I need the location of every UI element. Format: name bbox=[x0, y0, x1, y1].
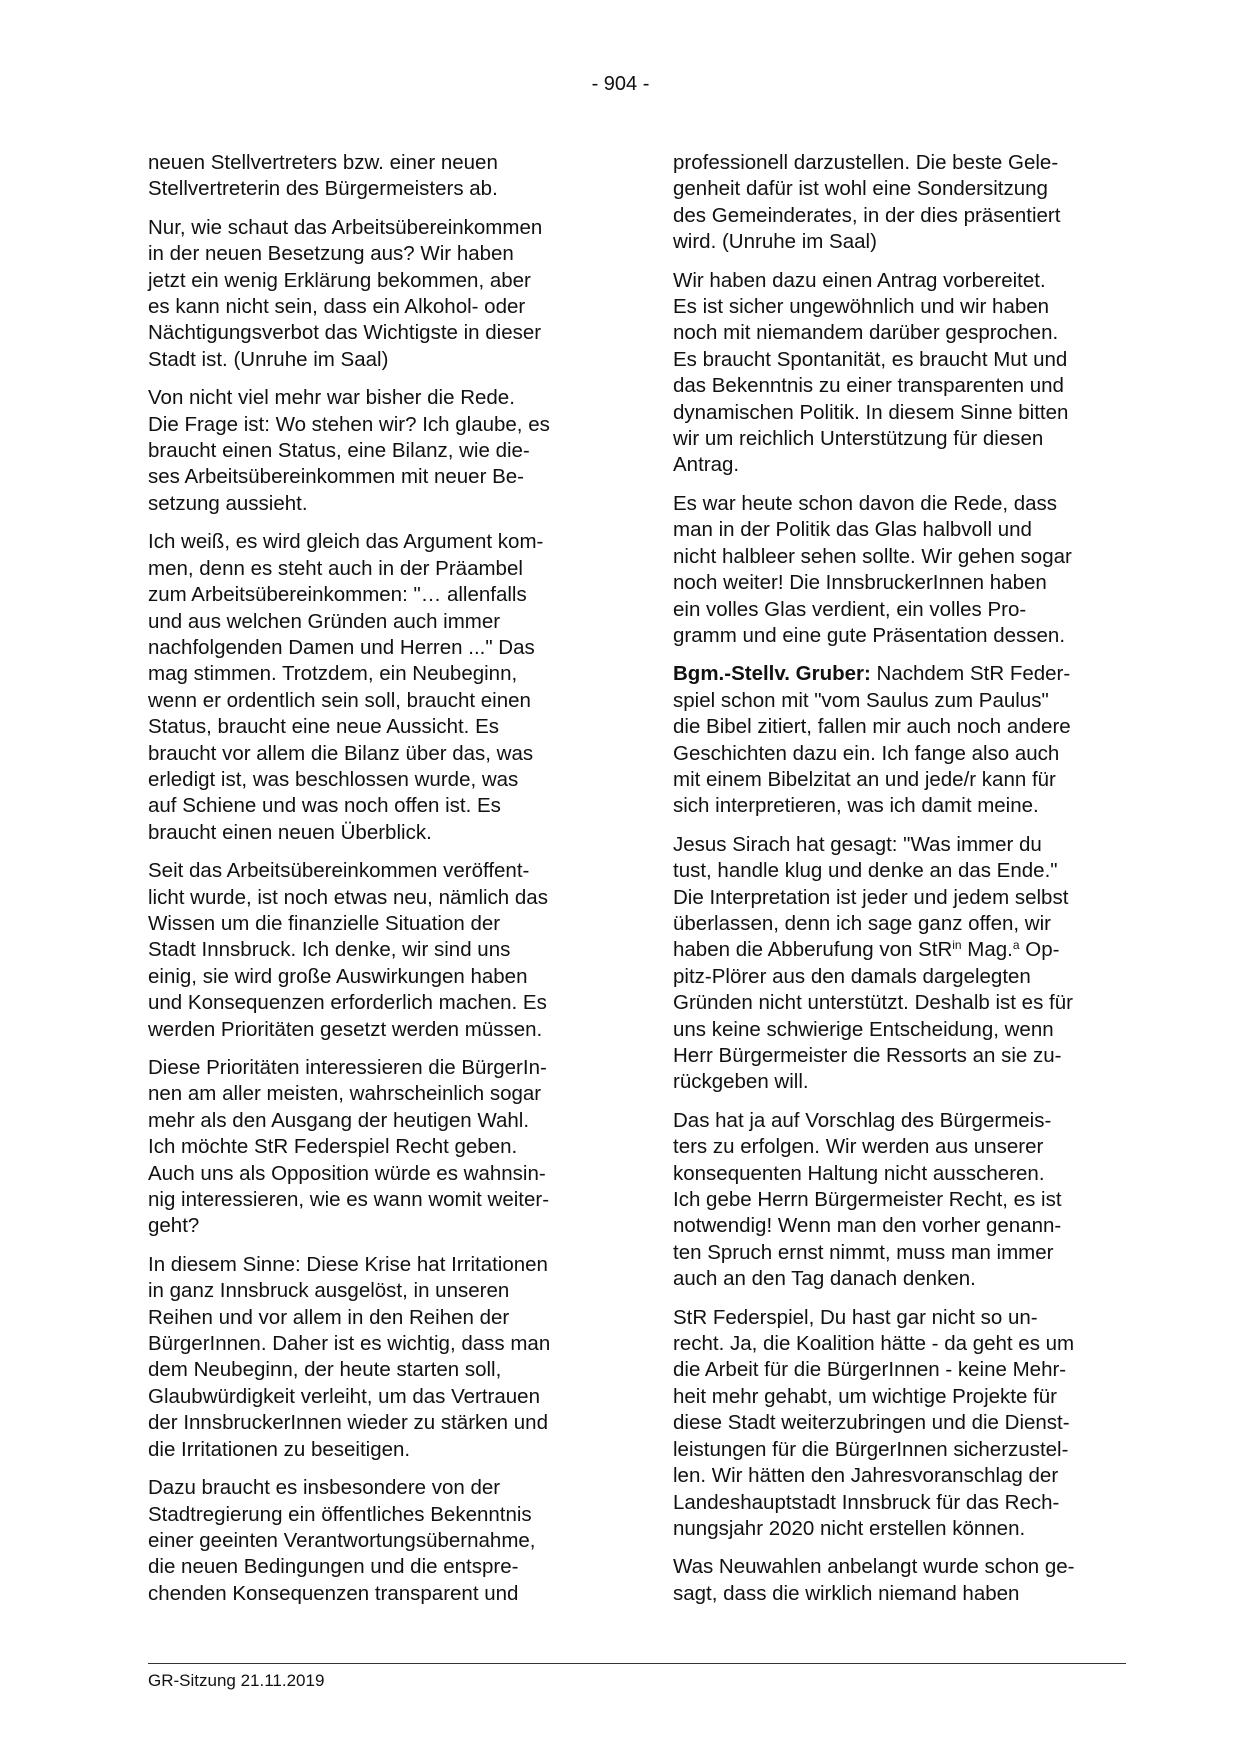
speaker-paragraph bbox=[673, 661, 1123, 819]
paragraph: Nur, wie schaut das Arbeitsübereinkommen in der neuen Besetzung aus? Wir haben jetzt ein wenig Erklärung bekommen, aber es kann nicht sein, dass ein Alkohol- oder Nächtigungsverbot das Wichtigste in dieser Stadt ist. (Unruhe im Saal) bbox=[148, 215, 543, 371]
paragraph: Das hat ja auf Vorschlag des Bürgermeis- ters zu erfolgen. Wir werden aus unserer konsequenten Haltung nicht ausscheren. Ich gebe Herrn Bürgermeister Recht, es ist notwendig! Wenn man den vorher genann- ten Spruch ernst nimmt, muss man immer auch an den Tag danach denken. bbox=[673, 1108, 1062, 1291]
paragraph: Seit das Arbeitsübereinkommen veröffent- licht wurde, ist noch etwas neu, nämlich das Wissen um die finanzielle Situation der Stadt Innsbruck. Ich denke, wir sind uns einig, sie wird große Auswirkungen haben und Konsequenzen erforderlich machen. Es werden Prioritäten gesetzt werden müssen. bbox=[148, 859, 548, 1041]
text-run: Jesus Sirach hat gesagt: "Was immer du tust, handle klug und denke an das Ende." Die Interpretation ist jeder und jedem selbst überlassen, denn ich sage ganz offen, wir haben die Abberufung von StR bbox=[673, 832, 1069, 962]
text-run: Op- pitz-Plörer aus den damals dargelegten Gründen nicht unterstützt. Deshalb ist es für uns keine schwierige Entscheidung, wenn Herr Bürgermeister die Ressorts an sie zu- rückgeben will. bbox=[673, 938, 1073, 1094]
speaker-name: Bgm.-Stellv. Gruber: bbox=[673, 662, 871, 686]
right-column bbox=[673, 150, 1123, 1619]
paragraph: In diesem Sinne: Diese Krise hat Irritationen in ganz Innsbruck ausgelöst, in unseren Reihen und vor allem in den Reihen der BürgerInnen. Daher ist es wichtig, dass man dem Neubeginn, der heute starten soll, Glaubwürdigkeit verleiht, um das Vertrauen der InnsbruckerInnen wieder zu stärken und die Irritationen zu beseitigen. bbox=[148, 1252, 551, 1461]
paragraph: Es war heute schon davon die Rede, dass man in der Politik das Glas halbvoll und nicht halbleer sehen sollte. Wir gehen sogar noch weiter! Die InnsbruckerInnen haben ein volles Glas verdient, ein volles Pro- gramm und eine gute Präsentation dessen. bbox=[673, 491, 1072, 647]
footer-divider bbox=[148, 1663, 1126, 1664]
paragraph: Dazu braucht es insbesondere von der Stadtregierung ein öffentliches Bekenntnis einer geeinten Verantwortungsübernahme, die neuen Bedingungen und die entspre- chenden Konsequenzen transparent und bbox=[148, 1476, 536, 1605]
text-run: Mag. bbox=[961, 938, 1013, 962]
speaker-text: Nachdem StR Feder- spiel schon mit "vom Saulus zum Paulus" die Bibel zitiert, fallen mir auch noch andere Geschichten dazu ein. Ich fange also auch mit einem Bibelzitat an und jede/r kann für sich interpretieren, was ich damit meine. bbox=[673, 662, 1071, 818]
superscript: in bbox=[952, 938, 962, 953]
paragraph: Wir haben dazu einen Antrag vorbereitet. Es ist sicher ungewöhnlich und wir haben noch mit niemandem darüber gesprochen. Es braucht Spontanität, es braucht Mut und das Bekenntnis zu einer transparenten und dynamischen Politik. In diesem Sinne bitten wir um reichlich Unterstützung für diesen Antrag. bbox=[673, 268, 1069, 477]
paragraph bbox=[673, 832, 1123, 1096]
paragraph: professionell darzustellen. Die beste Gele- genheit dafür ist wohl eine Sondersitzung des Gemeinderates, in der dies präsentiert wird. (Unruhe im Saal) bbox=[673, 151, 1061, 254]
paragraph: Von nicht viel mehr war bisher die Rede. Die Frage ist: Wo stehen wir? Ich glaube, es braucht einen Status, eine Bilanz, wie die- ses Arbeitsübereinkommen mit neuer Be- setzung aussieht. bbox=[148, 386, 550, 515]
paragraph: Ich weiß, es wird gleich das Argument kom- men, denn es steht auch in der Präambel zum Arbeitsübereinkommen: "… allenfalls und aus welchen Gründen auch immer nachfolgenden Damen und Herren ..." Das mag stimmen. Trotzdem, ein Neubeginn, wenn er ordentlich sein soll, braucht einen Status, braucht eine neue Aussicht. Es braucht vor allem die Bilanz über das, was erledigt ist, was beschlossen wurde, was auf Schiene und was noch offen ist. Es braucht einen neuen Überblick. bbox=[148, 530, 544, 844]
paragraph: neuen Stellvertreters bzw. einer neuen Stellvertreterin des Bürgermeisters ab. bbox=[148, 151, 498, 201]
paragraph: Was Neuwahlen anbelangt wurde schon ge- sagt, dass die wirklich niemand haben bbox=[673, 1555, 1075, 1605]
superscript: a bbox=[1012, 938, 1020, 953]
footer-text: GR-Sitzung 21.11.2019 bbox=[148, 1671, 325, 1690]
paragraph: StR Federspiel, Du hast gar nicht so un- recht. Ja, die Koalition hätte - da geht es um die Arbeit für die BürgerInnen - keine Mehr- heit mehr gehabt, um wichtige Projekte für diese Stadt weiterzubringen und die Dienst- leistungen für die BürgerInnen sicherzustel- len. Wir hätten den Jahresvoranschlag der Landeshauptstadt Innsbruck für das Rech- nungsjahr 2020 nicht erstellen können. bbox=[673, 1305, 1075, 1540]
paragraph: Diese Prioritäten interessieren die BürgerIn- nen am aller meisten, wahrscheinlich sogar mehr als den Ausgang der heutigen Wahl. Ich möchte StR Federspiel Recht geben. Auch uns als Opposition würde es wahnsin- nig interessieren, wie es wann womit weiter- geht? bbox=[148, 1056, 550, 1238]
left-column bbox=[148, 150, 598, 1619]
page-number: - 904 - bbox=[591, 73, 650, 95]
